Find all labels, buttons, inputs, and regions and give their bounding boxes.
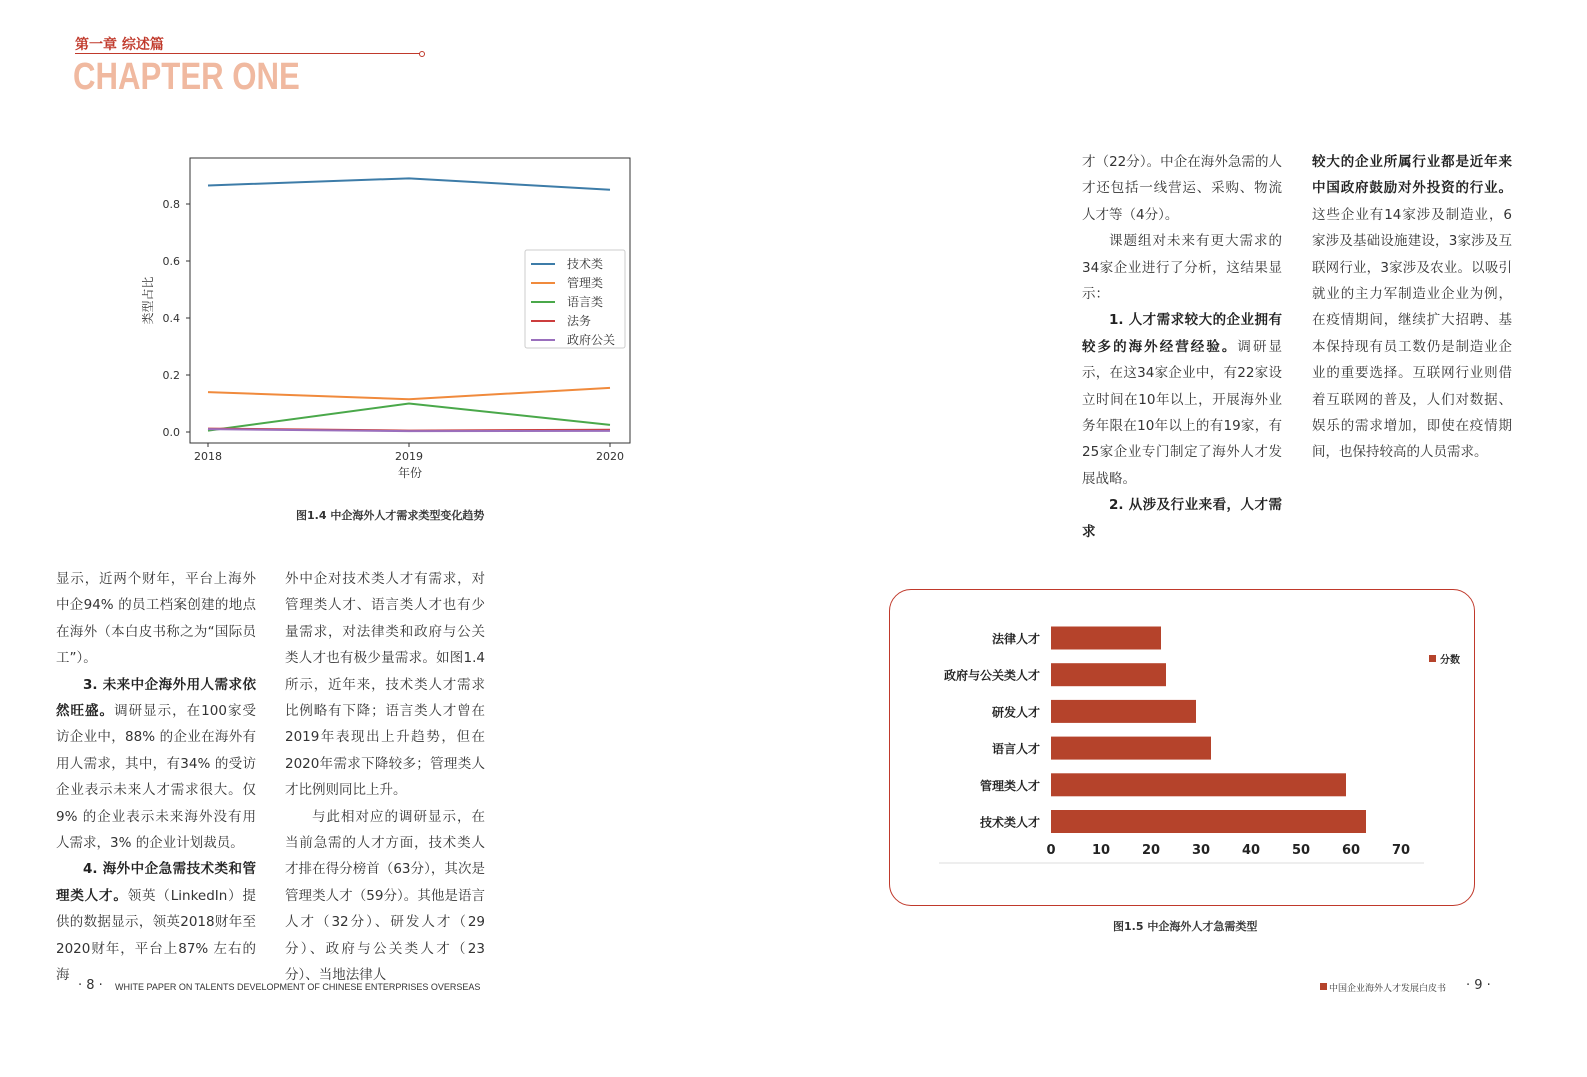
legend-label: 分数 — [1440, 655, 1460, 666]
x-tick-label: 2018 — [194, 450, 222, 463]
bar — [1051, 627, 1161, 650]
page-number-left: · 8 · — [78, 978, 103, 993]
bar-category-label: 研发人才 — [991, 705, 1040, 720]
paragraph: 才（22分）。中企在海外急需的人才还包括一线营运、采购、物流人才等（4分）。 — [1082, 154, 1282, 223]
text-column-left-1 — [56, 566, 256, 989]
paragraph-text: 这些企业有14家涉及制造业，6家涉及基础设施建设，3家涉及互联网行业，3家涉及农业。以吸引就业的主力军制造业企业为例，在疫情期间，继续扩大招聘、基本保持现有员工数仍是制造业企业的重要选择。互联网行业则借着互联网的普及，人们对数据、娱乐的需求增加，即使在疫情期间，也保持较高的人员需求。 — [1312, 206, 1512, 461]
x-tick-label: 0 — [1046, 843, 1056, 858]
paragraph — [1082, 492, 1282, 545]
y-tick-label: 0.4 — [162, 312, 180, 325]
text-column-left-2 — [285, 566, 485, 989]
legend-label: 管理类 — [567, 276, 604, 290]
paragraph: 外中企对技术类人才有需求，对管理类人才、语言类人才也有少量需求，对法律类和政府与公关类人才也有极少量需求。如图1.4所示，近年来，技术类人才需求比例略有下降；语言类人才曾在2019年表现出上升趋势，但在2020年需求下降较多；管理类人才比例则同比上升。 — [285, 571, 485, 799]
bar-category-label: 技术类人才 — [979, 815, 1040, 830]
text-column-right-2 — [1312, 149, 1512, 466]
text-column-right-1 — [1082, 149, 1282, 545]
x-tick-label: 10 — [1091, 843, 1111, 858]
paragraph-heading: 较大的企业所属行业都是近年来中国政府鼓励对外投资的行业。 — [1312, 154, 1512, 197]
x-tick-label: 50 — [1291, 843, 1311, 858]
x-tick-label: 2019 — [395, 450, 423, 463]
paragraph: 显示，近两个财年，平台上海外中企94% 的员工档案创建的地点在海外（本白皮书称之为“国际员工”）。 — [56, 571, 256, 667]
paragraph-text: 领英（LinkedIn）提供的数据显示，领英2018财年至2020财年，平台上87% 左右的海 — [56, 887, 257, 984]
paragraph-heading: 2. 从涉及行业来看，人才需求 — [1082, 497, 1282, 540]
footer-title-en: WHITE PAPER ON TALENTS DEVELOPMENT OF CHINESE ENTERPRISES OVERSEAS — [115, 982, 481, 992]
bar-chart — [889, 589, 1475, 907]
page-number-right: · 9 · — [1466, 978, 1491, 993]
x-axis-label: 年份 — [397, 466, 423, 480]
bar — [1051, 700, 1196, 723]
legend-swatch — [1429, 655, 1436, 662]
figure-1-4-caption: 图1.4 中企海外人才需求类型变化趋势 — [296, 509, 485, 522]
y-tick-label: 0.6 — [162, 255, 180, 268]
paragraph — [1082, 307, 1282, 492]
y-axis-label: 类型占比 — [141, 276, 155, 325]
chapter-divider-dot — [419, 51, 425, 57]
paragraph-text: 调研显示，在这34家企业中，有22家设立时间在10年以上，开展海外业务年限在10年以上的有19家，有25家企业专门制定了海外人才发展战略。 — [1082, 338, 1283, 487]
bar — [1051, 810, 1366, 833]
paragraph-heading: 4. 海外中企急需技术类和管理类人才。 — [56, 861, 256, 904]
series-line — [208, 404, 610, 431]
y-tick-label: 0.2 — [162, 369, 180, 382]
x-tick-label: 2020 — [596, 450, 624, 463]
bar — [1051, 737, 1211, 760]
paragraph-text: 调研显示，在100家受访企业中，88% 的企业在海外有用人需求，其中，有34% 的受访企业表示未来人才需求很大。仅9% 的企业表示未来海外没有用人需求，3% 的企业计划裁员。 — [56, 703, 256, 852]
series-line — [208, 388, 610, 399]
x-tick-label: 40 — [1241, 843, 1261, 858]
bar-category-label: 法律人才 — [991, 632, 1040, 646]
y-tick-label: 0.8 — [162, 198, 180, 211]
paragraph-heading: 3. 未来中企海外用人需求依然旺盛。 — [56, 676, 256, 720]
x-tick-label: 70 — [1391, 843, 1411, 858]
figure-1-5-caption: 图1.5 中企海外人才急需类型 — [1113, 920, 1258, 933]
bar — [1051, 663, 1166, 686]
chapter-divider — [75, 53, 420, 54]
line-chart — [130, 150, 650, 490]
paragraph: 与此相对应的调研显示，在当前急需的人才方面，技术类人才排在得分榜首（63分），其次是管理类人才（59分）。其他是语言人才（32分）、研发人才（29分）、政府与公关类人才（23分）、当地法律人 — [285, 808, 485, 984]
paragraph — [56, 672, 256, 857]
bar-category-label: 政府与公关类人才 — [943, 668, 1040, 683]
footer-title-cn: 中国企业海外人才发展白皮书 — [1329, 984, 1447, 994]
paragraph — [56, 856, 256, 988]
footer-marker — [1320, 983, 1327, 990]
y-tick-label: 0.0 — [162, 426, 180, 439]
chapter-title-en: CHAPTER ONE — [73, 56, 300, 98]
bar — [1051, 773, 1346, 796]
paragraph: 课题组对未来有更大需求的34家企业进行了分析，这结果显示： — [1082, 233, 1282, 303]
bar-category-label: 语言人才 — [991, 742, 1040, 757]
series-line — [208, 178, 610, 189]
paragraph — [1312, 149, 1512, 466]
legend-label: 法务 — [567, 314, 592, 328]
legend-label: 技术类 — [567, 257, 604, 271]
paragraph-heading: 1. 人才需求较大的企业拥有较多的海外经营经验。 — [1082, 312, 1282, 355]
x-tick-label: 30 — [1191, 843, 1211, 858]
legend-label: 政府公关 — [567, 333, 616, 347]
x-tick-label: 20 — [1141, 843, 1161, 858]
chapter-title-cn: 第一章 综述篇 — [75, 37, 164, 53]
bar-category-label: 管理类人才 — [979, 778, 1040, 793]
legend-label: 语言类 — [567, 295, 604, 309]
x-tick-label: 60 — [1341, 843, 1361, 858]
